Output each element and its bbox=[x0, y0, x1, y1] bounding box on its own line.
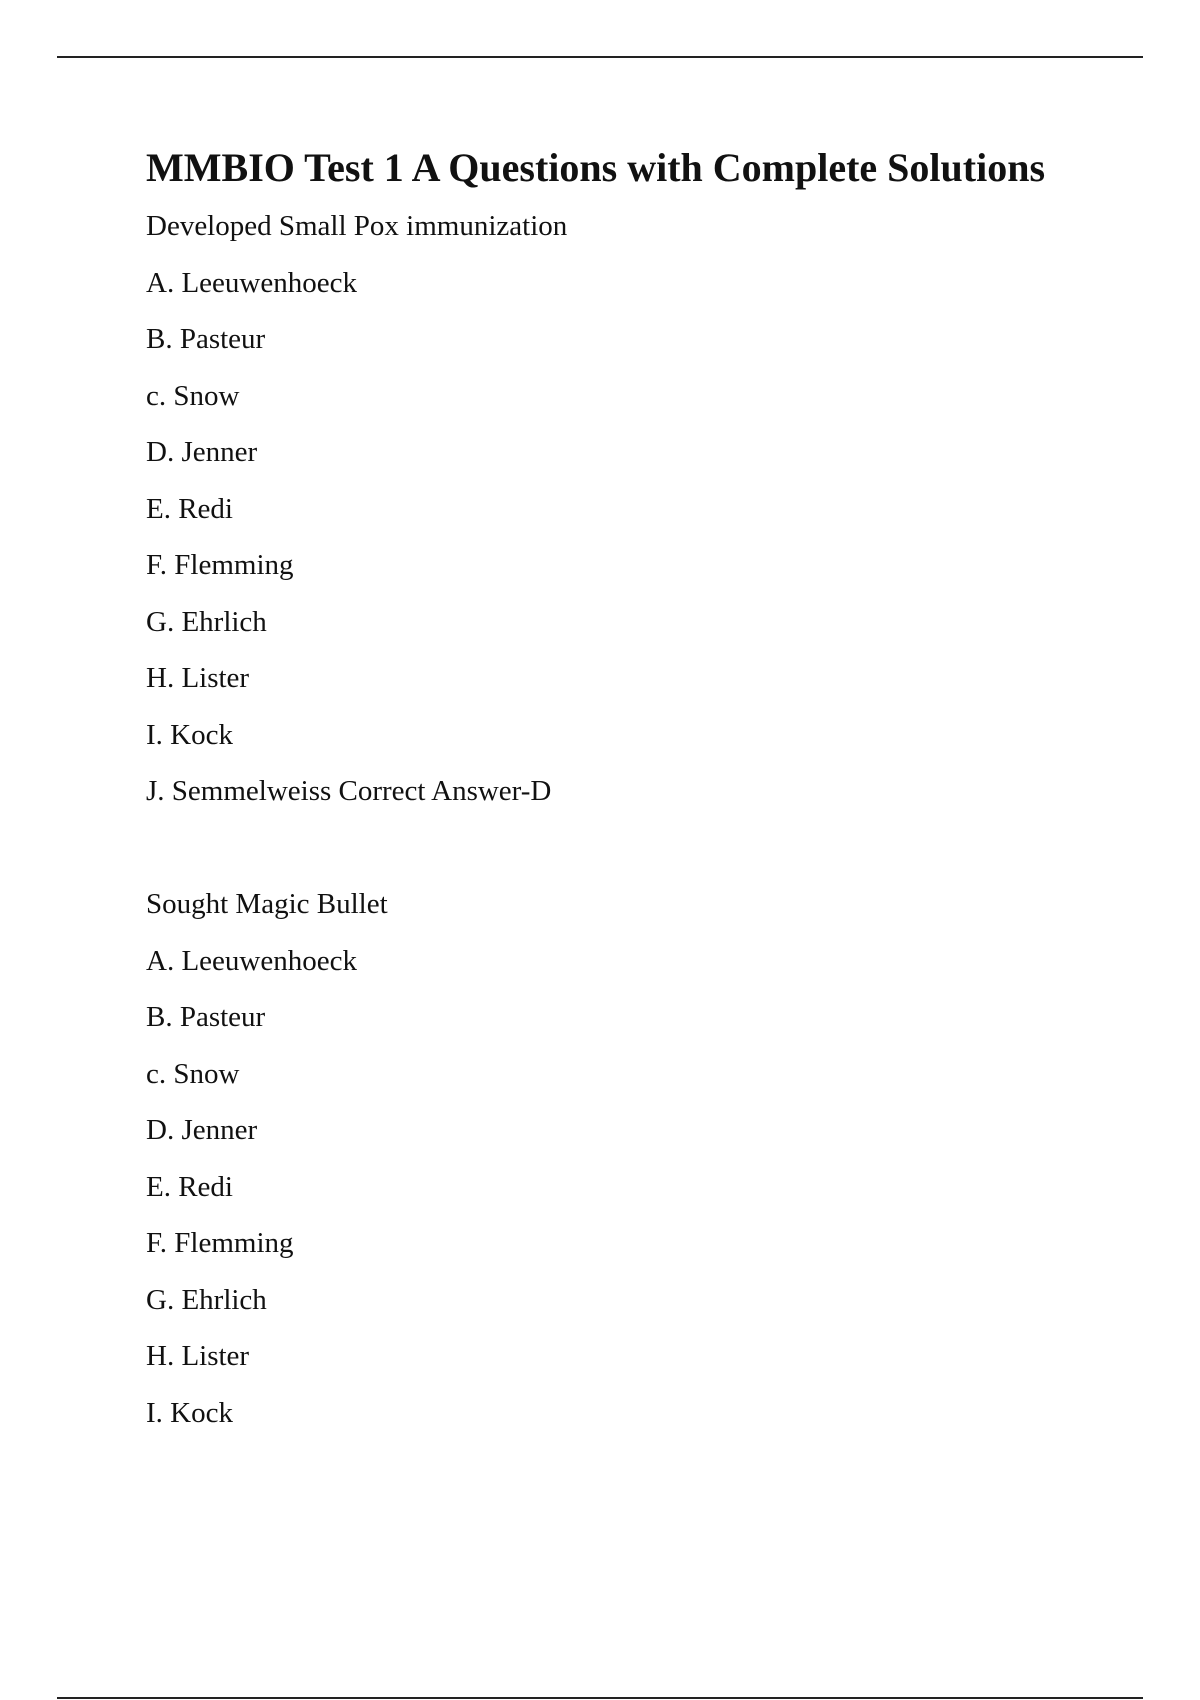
answer-option: c. Snow bbox=[146, 1057, 240, 1090]
footer-rule bbox=[57, 1697, 1143, 1699]
answer-option: H. Lister bbox=[146, 1340, 250, 1372]
answer-option: I. Kock bbox=[146, 1396, 233, 1429]
question-block bbox=[146, 198, 1146, 820]
answer-option: F. Flemming bbox=[146, 549, 294, 581]
answer-option: I. Kock bbox=[146, 718, 233, 751]
answer-option: B. Pasteur bbox=[146, 323, 266, 355]
answer-option: E. Redi bbox=[146, 492, 233, 525]
answer-option: D. Jenner bbox=[146, 436, 258, 468]
answer-option: A. Leeuwenhoeck bbox=[146, 944, 357, 977]
document-title: MMBIO Test 1 A Questions with Complete Solutions bbox=[146, 145, 1046, 190]
answer-option: H. Lister bbox=[146, 662, 250, 694]
document-body bbox=[146, 142, 1146, 1441]
answer-option: E. Redi bbox=[146, 1170, 233, 1203]
answer-option: A. Leeuwenhoeck bbox=[146, 266, 357, 299]
answer-option: G. Ehrlich bbox=[146, 605, 267, 638]
question-block bbox=[146, 876, 1146, 1441]
answer-option: F. Flemming bbox=[146, 1227, 294, 1259]
answer-option-with-correct-answer: J. Semmelweiss Correct Answer-D bbox=[146, 775, 552, 807]
question-prompt: Developed Small Pox immunization bbox=[146, 210, 568, 242]
question-separator bbox=[146, 820, 1146, 877]
answer-option: B. Pasteur bbox=[146, 1001, 266, 1033]
answer-option: G. Ehrlich bbox=[146, 1283, 267, 1316]
answer-option: D. Jenner bbox=[146, 1114, 258, 1146]
header-rule bbox=[57, 56, 1143, 58]
question-prompt: Sought Magic Bullet bbox=[146, 888, 388, 920]
answer-option: c. Snow bbox=[146, 379, 240, 412]
